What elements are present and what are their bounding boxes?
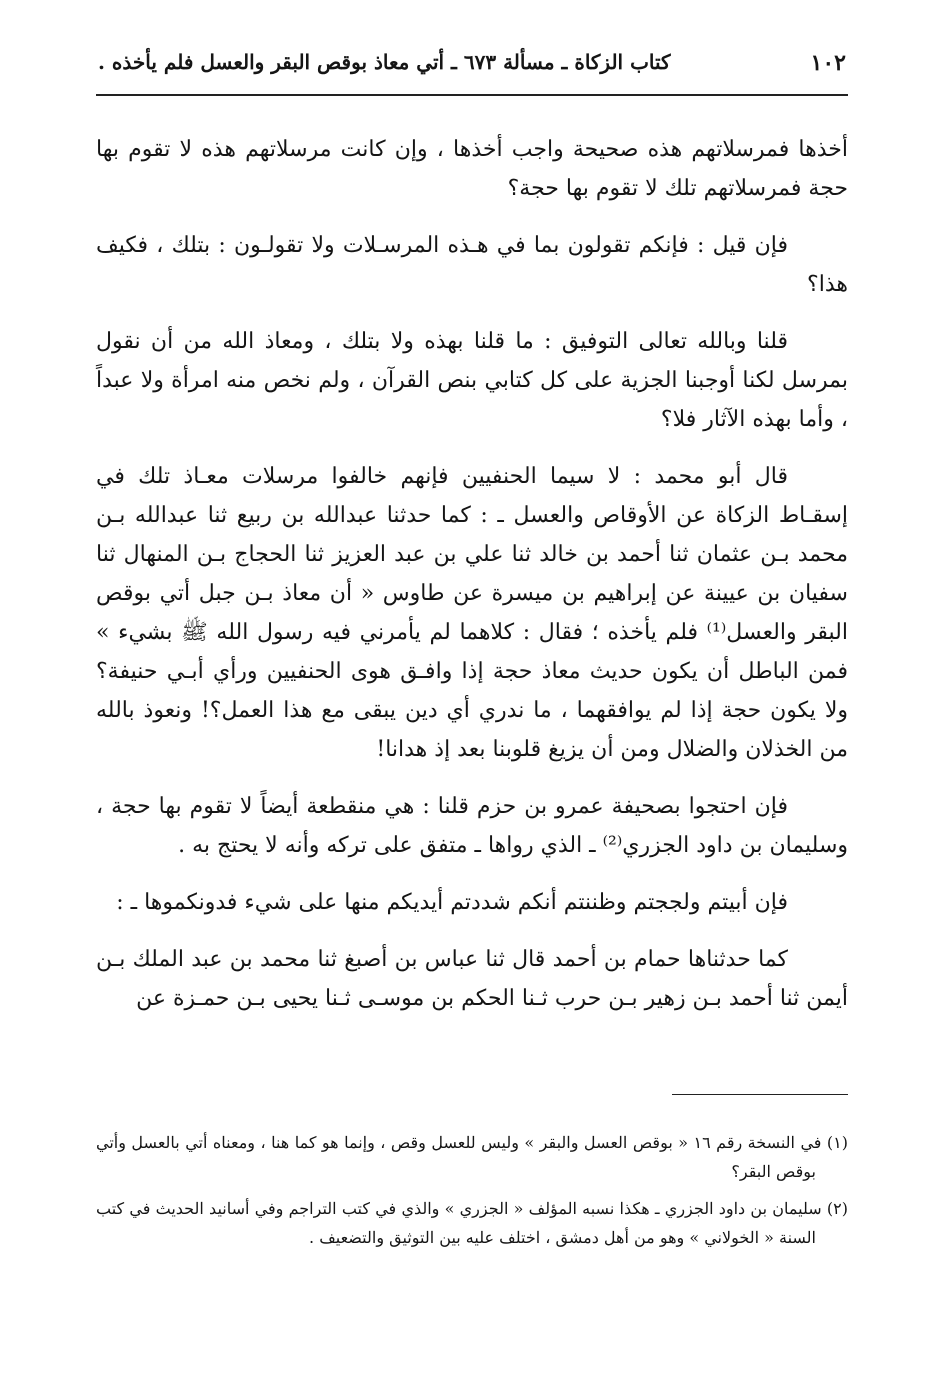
paragraph-4: قال أبو محمد : لا سيما الحنفيين فإنهم خالفوا مرسلات معـاذ تلك في إسقـاط الزكاة عن الأوقاص والعسل ـ : كما حدثنا عبدالله بن ربيع ثنا عبدالله بـن محمد بـن عثمان ثنا أحمد بن خالد ثنا علي بن عبد العزيز ثنا الحجاج بـن المنهال ثنا سفيان بن عيينة عن إبراهيم بن ميسرة عن طاوس « أن معاذ بـن جبل أتي بوقص البقر والعسل⁽¹⁾ فلم يأخذه ؛ فقال : كلاهما لم يأمرني فيه رسول الله ﷺ بشيء » فمن الباطل أن يكون حديث معاذ حجة إذا وافـق هوى الحنفيين ورأي أبـي حنيفة؟ ولا يكون حجة إذا لم يوافقهما ، ما ندري أي دين يبقى مع هذا العمل؟! ونعوذ بالله من الخذلان والضلال ومن أن يزيغ قلوبنا بعد إذ هدانا! [96, 464, 848, 762]
paragraph-7: كما حدثناها حمام بن أحمد قال ثنا عباس بن أصبغ ثنا محمد بن عبد الملك بـن أيمن ثنا أحمد بـن زهير بـن حرب ثـنا الحكم بن موسـى ثـنا يحيى بـن حمـزة عن [96, 947, 848, 1011]
page-number: ١٠٢ [810, 50, 846, 76]
paragraph-2: فإن قيل : فإنكم تقولون بما في هـذه المرسـلات ولا تقولـون : بتلك ، فكيف هذا؟ [96, 233, 848, 297]
footnote-1: (١) في النسخة رقم ١٦ « بوقص العسل والبقر » وليس للعسل وقص ، وإنما هو كما هنا ، ومعناه أتي بالعسل وأتي بوقص البقر؟ [96, 1133, 849, 1181]
footnote-divider [672, 1094, 848, 1095]
footnotes [96, 1128, 848, 1260]
footnote-2: (٢) سليمان بن داود الجزري ـ هكذا نسبه المؤلف « الجزري » والذي في كتب التراجم وفي أسانيد الحديث في كتب السنة « الخولاني » وهو من أهل دمشق ، اختلف عليه بين التوثيق والتضعيف . [96, 1199, 848, 1247]
paragraph-1: أخذها فمرسلاتهم هذه صحيحة واجب أخذها ، وإن كانت مرسلاتهم هذه لا تقوم بها حجة فمرسلاتهم تلك لا تقوم بها حجة؟ [96, 137, 848, 201]
paragraph-3: قلنا وبالله تعالى التوفيق : ما قلنا بهذه ولا بتلك ، ومعاذ الله من أن نقول بمرسل لكنا أوجبنا الجزية على كل كتابي بنص القرآن ، ولم نخص منه امرأة ولا عبداً ، وأما بهذه الآثار فلا؟ [96, 329, 848, 432]
paragraph-6: فإن أبيتم ولججتم وظننتم أنكم شددتم أيديكم منها على شيء فدونكموها ـ : [116, 890, 788, 915]
main-text [96, 130, 848, 1036]
paragraph-5: فإن احتجوا بصحيفة عمرو بن حزم قلنا : هي منقطعة أيضاً لا تقوم بها حجة ، وسليمان بن داود الجزري⁽²⁾ ـ الذي رواها ـ متفق على تركه وأنه لا يحتج به . [96, 794, 848, 858]
running-title: كتاب الزكاة ـ مسألة ٦٧٣ ـ أتي معاذ بوقص البقر والعسل فلم يأخذه . [98, 50, 671, 74]
page-header [96, 44, 848, 96]
